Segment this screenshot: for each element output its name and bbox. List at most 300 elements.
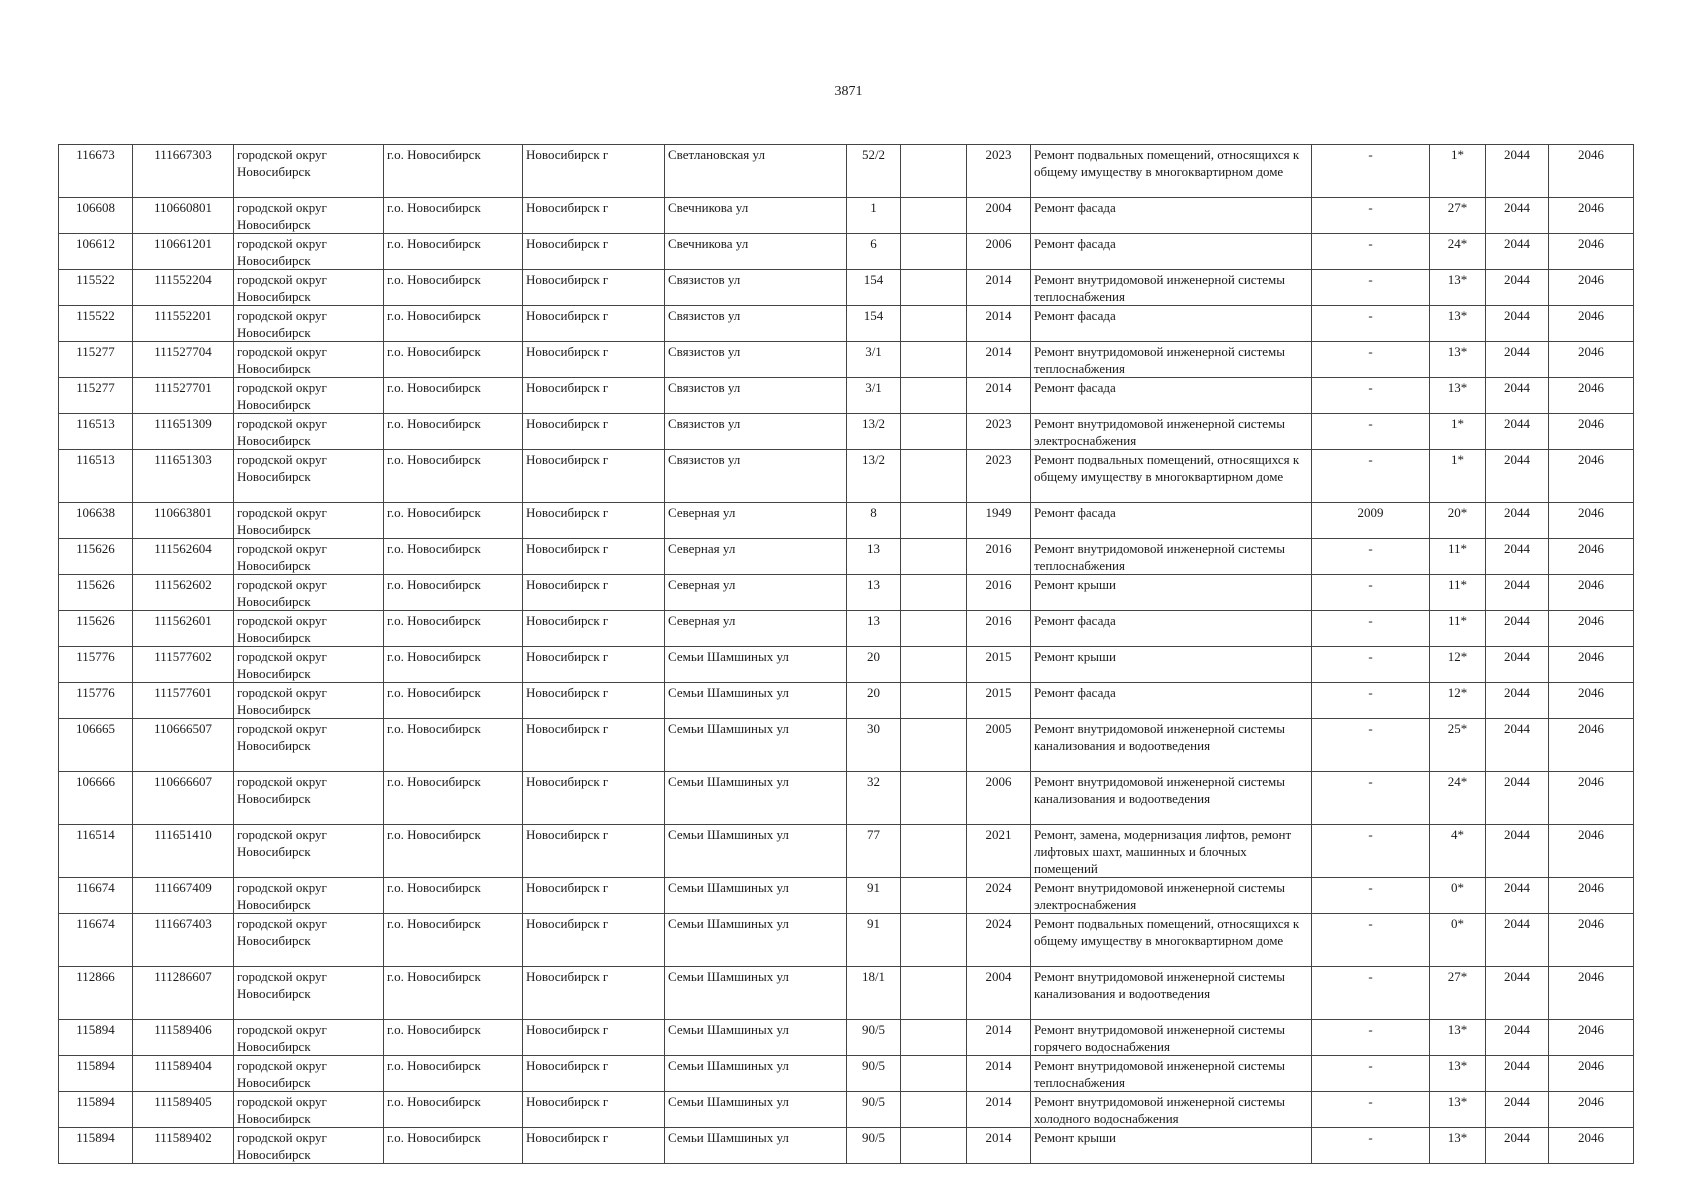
wear-cell: 12*	[1430, 647, 1486, 683]
year-built-cell: 2016	[967, 539, 1031, 575]
settlement-cell: Новосибирск г	[523, 342, 665, 378]
building-cell	[901, 575, 967, 611]
house-number-cell: 91	[847, 878, 901, 914]
building-cell	[901, 1056, 967, 1092]
work-code-cell: 110666507	[133, 719, 234, 772]
year-built-cell: 2015	[967, 683, 1031, 719]
street-cell: Свечникова ул	[665, 234, 847, 270]
district-cell: г.о. Новосибирск	[384, 342, 523, 378]
last-repair-cell: -	[1312, 825, 1430, 878]
last-repair-cell: -	[1312, 647, 1430, 683]
building-cell	[901, 234, 967, 270]
year-built-cell: 2023	[967, 145, 1031, 198]
settlement-cell: Новосибирск г	[523, 1092, 665, 1128]
period-end-cell: 2046	[1549, 503, 1634, 539]
period-start-cell: 2044	[1486, 234, 1549, 270]
house-id-cell: 115894	[59, 1056, 133, 1092]
work-type-cell: Ремонт внутридомовой инженерной системы теплоснабжения	[1031, 270, 1312, 306]
table-row	[59, 450, 1634, 503]
year-built-cell: 2014	[967, 378, 1031, 414]
district-cell: г.о. Новосибирск	[384, 539, 523, 575]
year-built-cell: 1949	[967, 503, 1031, 539]
house-id-cell: 116674	[59, 878, 133, 914]
wear-cell: 13*	[1430, 1128, 1486, 1164]
work-code-cell: 111577602	[133, 647, 234, 683]
municipality-cell: городской округ Новосибирск	[234, 145, 384, 198]
house-number-cell: 90/5	[847, 1128, 901, 1164]
building-cell	[901, 967, 967, 1020]
building-cell	[901, 914, 967, 967]
table-body	[59, 145, 1634, 1164]
building-cell	[901, 450, 967, 503]
last-repair-cell: -	[1312, 1128, 1430, 1164]
work-type-cell: Ремонт внутридомовой инженерной системы канализования и водоотведения	[1031, 719, 1312, 772]
wear-cell: 13*	[1430, 342, 1486, 378]
period-end-cell: 2046	[1549, 1092, 1634, 1128]
wear-cell: 13*	[1430, 1092, 1486, 1128]
settlement-cell: Новосибирск г	[523, 1020, 665, 1056]
year-built-cell: 2014	[967, 342, 1031, 378]
municipality-cell: городской округ Новосибирск	[234, 503, 384, 539]
wear-cell: 11*	[1430, 611, 1486, 647]
house-number-cell: 18/1	[847, 967, 901, 1020]
house-number-cell: 52/2	[847, 145, 901, 198]
work-code-cell: 111589406	[133, 1020, 234, 1056]
house-id-cell: 106638	[59, 503, 133, 539]
building-cell	[901, 414, 967, 450]
wear-cell: 27*	[1430, 198, 1486, 234]
work-type-cell: Ремонт фасада	[1031, 306, 1312, 342]
district-cell: г.о. Новосибирск	[384, 306, 523, 342]
house-number-cell: 13	[847, 575, 901, 611]
house-number-cell: 3/1	[847, 378, 901, 414]
municipality-cell: городской округ Новосибирск	[234, 575, 384, 611]
work-type-cell: Ремонт, замена, модернизация лифтов, ремонт лифтовых шахт, машинных и блочных помещений	[1031, 825, 1312, 878]
last-repair-cell: -	[1312, 539, 1430, 575]
municipality-cell: городской округ Новосибирск	[234, 683, 384, 719]
table-row	[59, 270, 1634, 306]
work-code-cell: 111562602	[133, 575, 234, 611]
table-row	[59, 1056, 1634, 1092]
house-id-cell: 115894	[59, 1092, 133, 1128]
period-end-cell: 2046	[1549, 450, 1634, 503]
year-built-cell: 2006	[967, 772, 1031, 825]
wear-cell: 11*	[1430, 539, 1486, 575]
settlement-cell: Новосибирск г	[523, 1056, 665, 1092]
wear-cell: 24*	[1430, 772, 1486, 825]
house-number-cell: 77	[847, 825, 901, 878]
district-cell: г.о. Новосибирск	[384, 772, 523, 825]
settlement-cell: Новосибирск г	[523, 575, 665, 611]
work-code-cell: 111589404	[133, 1056, 234, 1092]
district-cell: г.о. Новосибирск	[384, 270, 523, 306]
work-type-cell: Ремонт внутридомовой инженерной системы электроснабжения	[1031, 878, 1312, 914]
house-id-cell: 116513	[59, 414, 133, 450]
house-number-cell: 13/2	[847, 450, 901, 503]
building-cell	[901, 1020, 967, 1056]
period-start-cell: 2044	[1486, 270, 1549, 306]
work-code-cell: 111667409	[133, 878, 234, 914]
building-cell	[901, 719, 967, 772]
work-code-cell: 111527704	[133, 342, 234, 378]
house-number-cell: 90/5	[847, 1056, 901, 1092]
house-id-cell: 115522	[59, 306, 133, 342]
period-end-cell: 2046	[1549, 1128, 1634, 1164]
district-cell: г.о. Новосибирск	[384, 878, 523, 914]
house-number-cell: 30	[847, 719, 901, 772]
year-built-cell: 2023	[967, 450, 1031, 503]
house-id-cell: 115626	[59, 539, 133, 575]
house-number-cell: 20	[847, 683, 901, 719]
period-end-cell: 2046	[1549, 967, 1634, 1020]
house-number-cell: 13	[847, 611, 901, 647]
year-built-cell: 2014	[967, 1056, 1031, 1092]
wear-cell: 1*	[1430, 145, 1486, 198]
building-cell	[901, 270, 967, 306]
work-code-cell: 111562604	[133, 539, 234, 575]
settlement-cell: Новосибирск г	[523, 825, 665, 878]
house-id-cell: 115522	[59, 270, 133, 306]
street-cell: Семьи Шамшиных ул	[665, 683, 847, 719]
municipality-cell: городской округ Новосибирск	[234, 611, 384, 647]
street-cell: Семьи Шамшиных ул	[665, 1128, 847, 1164]
period-start-cell: 2044	[1486, 145, 1549, 198]
house-id-cell: 115894	[59, 1128, 133, 1164]
period-end-cell: 2046	[1549, 719, 1634, 772]
period-start-cell: 2044	[1486, 198, 1549, 234]
table-row	[59, 683, 1634, 719]
settlement-cell: Новосибирск г	[523, 611, 665, 647]
municipality-cell: городской округ Новосибирск	[234, 647, 384, 683]
table-row	[59, 611, 1634, 647]
street-cell: Связистов ул	[665, 378, 847, 414]
period-start-cell: 2044	[1486, 967, 1549, 1020]
house-number-cell: 13/2	[847, 414, 901, 450]
house-number-cell: 8	[847, 503, 901, 539]
municipality-cell: городской округ Новосибирск	[234, 1056, 384, 1092]
building-cell	[901, 611, 967, 647]
district-cell: г.о. Новосибирск	[384, 914, 523, 967]
building-cell	[901, 198, 967, 234]
year-built-cell: 2014	[967, 1020, 1031, 1056]
house-id-cell: 116514	[59, 825, 133, 878]
wear-cell: 25*	[1430, 719, 1486, 772]
table-row	[59, 647, 1634, 683]
work-type-cell: Ремонт внутридомовой инженерной системы канализования и водоотведения	[1031, 967, 1312, 1020]
house-id-cell: 116513	[59, 450, 133, 503]
municipality-cell: городской округ Новосибирск	[234, 270, 384, 306]
period-end-cell: 2046	[1549, 1020, 1634, 1056]
building-cell	[901, 539, 967, 575]
last-repair-cell: -	[1312, 378, 1430, 414]
period-end-cell: 2046	[1549, 914, 1634, 967]
wear-cell: 13*	[1430, 1056, 1486, 1092]
municipality-cell: городской округ Новосибирск	[234, 967, 384, 1020]
period-start-cell: 2044	[1486, 378, 1549, 414]
year-built-cell: 2024	[967, 914, 1031, 967]
settlement-cell: Новосибирск г	[523, 914, 665, 967]
table-row	[59, 378, 1634, 414]
period-start-cell: 2044	[1486, 647, 1549, 683]
settlement-cell: Новосибирск г	[523, 198, 665, 234]
table-row	[59, 967, 1634, 1020]
wear-cell: 0*	[1430, 914, 1486, 967]
period-start-cell: 2044	[1486, 539, 1549, 575]
settlement-cell: Новосибирск г	[523, 234, 665, 270]
last-repair-cell: -	[1312, 1092, 1430, 1128]
table-row	[59, 772, 1634, 825]
house-number-cell: 154	[847, 306, 901, 342]
house-id-cell: 115277	[59, 378, 133, 414]
street-cell: Семьи Шамшиных ул	[665, 914, 847, 967]
last-repair-cell: -	[1312, 145, 1430, 198]
work-code-cell: 110663801	[133, 503, 234, 539]
last-repair-cell: -	[1312, 878, 1430, 914]
period-start-cell: 2044	[1486, 1020, 1549, 1056]
table-row	[59, 1092, 1634, 1128]
period-start-cell: 2044	[1486, 914, 1549, 967]
year-built-cell: 2021	[967, 825, 1031, 878]
settlement-cell: Новосибирск г	[523, 145, 665, 198]
last-repair-cell: 2009	[1312, 503, 1430, 539]
work-type-cell: Ремонт фасада	[1031, 503, 1312, 539]
municipality-cell: городской округ Новосибирск	[234, 1020, 384, 1056]
building-cell	[901, 647, 967, 683]
year-built-cell: 2015	[967, 647, 1031, 683]
table-row	[59, 1128, 1634, 1164]
period-end-cell: 2046	[1549, 878, 1634, 914]
work-type-cell: Ремонт крыши	[1031, 1128, 1312, 1164]
municipality-cell: городской округ Новосибирск	[234, 450, 384, 503]
street-cell: Семьи Шамшиных ул	[665, 967, 847, 1020]
building-cell	[901, 878, 967, 914]
last-repair-cell: -	[1312, 719, 1430, 772]
year-built-cell: 2014	[967, 1128, 1031, 1164]
street-cell: Семьи Шамшиных ул	[665, 647, 847, 683]
last-repair-cell: -	[1312, 611, 1430, 647]
period-start-cell: 2044	[1486, 825, 1549, 878]
work-code-cell: 111651309	[133, 414, 234, 450]
house-id-cell: 112866	[59, 967, 133, 1020]
period-end-cell: 2046	[1549, 683, 1634, 719]
table-row	[59, 1020, 1634, 1056]
year-built-cell: 2005	[967, 719, 1031, 772]
table-row	[59, 878, 1634, 914]
settlement-cell: Новосибирск г	[523, 503, 665, 539]
table-row	[59, 198, 1634, 234]
period-start-cell: 2044	[1486, 719, 1549, 772]
work-code-cell: 111552201	[133, 306, 234, 342]
work-code-cell: 111667403	[133, 914, 234, 967]
work-type-cell: Ремонт внутридомовой инженерной системы теплоснабжения	[1031, 342, 1312, 378]
work-type-cell: Ремонт внутридомовой инженерной системы горячего водоснабжения	[1031, 1020, 1312, 1056]
municipality-cell: городской округ Новосибирск	[234, 914, 384, 967]
settlement-cell: Новосибирск г	[523, 378, 665, 414]
last-repair-cell: -	[1312, 234, 1430, 270]
wear-cell: 12*	[1430, 683, 1486, 719]
house-id-cell: 115894	[59, 1020, 133, 1056]
work-code-cell: 110660801	[133, 198, 234, 234]
table-row	[59, 503, 1634, 539]
last-repair-cell: -	[1312, 450, 1430, 503]
house-id-cell: 106665	[59, 719, 133, 772]
period-start-cell: 2044	[1486, 611, 1549, 647]
period-end-cell: 2046	[1549, 1056, 1634, 1092]
work-code-cell: 110666607	[133, 772, 234, 825]
house-number-cell: 1	[847, 198, 901, 234]
street-cell: Связистов ул	[665, 306, 847, 342]
municipality-cell: городской округ Новосибирск	[234, 539, 384, 575]
district-cell: г.о. Новосибирск	[384, 1020, 523, 1056]
work-type-cell: Ремонт внутридомовой инженерной системы теплоснабжения	[1031, 1056, 1312, 1092]
street-cell: Семьи Шамшиных ул	[665, 1020, 847, 1056]
period-start-cell: 2044	[1486, 683, 1549, 719]
settlement-cell: Новосибирск г	[523, 306, 665, 342]
building-cell	[901, 503, 967, 539]
house-number-cell: 91	[847, 914, 901, 967]
work-type-cell: Ремонт внутридомовой инженерной системы холодного водоснабжения	[1031, 1092, 1312, 1128]
settlement-cell: Новосибирск г	[523, 967, 665, 1020]
municipality-cell: городской округ Новосибирск	[234, 306, 384, 342]
wear-cell: 11*	[1430, 575, 1486, 611]
district-cell: г.о. Новосибирск	[384, 611, 523, 647]
last-repair-cell: -	[1312, 270, 1430, 306]
period-start-cell: 2044	[1486, 772, 1549, 825]
work-type-cell: Ремонт фасада	[1031, 234, 1312, 270]
last-repair-cell: -	[1312, 967, 1430, 1020]
district-cell: г.о. Новосибирск	[384, 503, 523, 539]
house-id-cell: 106608	[59, 198, 133, 234]
work-type-cell: Ремонт внутридомовой инженерной системы канализования и водоотведения	[1031, 772, 1312, 825]
district-cell: г.о. Новосибирск	[384, 145, 523, 198]
district-cell: г.о. Новосибирск	[384, 1092, 523, 1128]
settlement-cell: Новосибирск г	[523, 450, 665, 503]
settlement-cell: Новосибирск г	[523, 539, 665, 575]
work-type-cell: Ремонт подвальных помещений, относящихся к общему имуществу в многоквартирном доме	[1031, 914, 1312, 967]
table-row	[59, 539, 1634, 575]
building-cell	[901, 306, 967, 342]
street-cell: Семьи Шамшиных ул	[665, 1092, 847, 1128]
table-row	[59, 414, 1634, 450]
period-start-cell: 2044	[1486, 306, 1549, 342]
work-code-cell: 111562601	[133, 611, 234, 647]
work-type-cell: Ремонт фасада	[1031, 611, 1312, 647]
municipality-cell: городской округ Новосибирск	[234, 1092, 384, 1128]
period-end-cell: 2046	[1549, 611, 1634, 647]
house-number-cell: 90/5	[847, 1020, 901, 1056]
year-built-cell: 2006	[967, 234, 1031, 270]
district-cell: г.о. Новосибирск	[384, 234, 523, 270]
settlement-cell: Новосибирск г	[523, 772, 665, 825]
last-repair-cell: -	[1312, 198, 1430, 234]
settlement-cell: Новосибирск г	[523, 878, 665, 914]
district-cell: г.о. Новосибирск	[384, 967, 523, 1020]
last-repair-cell: -	[1312, 414, 1430, 450]
period-end-cell: 2046	[1549, 270, 1634, 306]
last-repair-cell: -	[1312, 1020, 1430, 1056]
year-built-cell: 2014	[967, 1092, 1031, 1128]
table-row	[59, 914, 1634, 967]
year-built-cell: 2024	[967, 878, 1031, 914]
work-type-cell: Ремонт фасада	[1031, 683, 1312, 719]
district-cell: г.о. Новосибирск	[384, 378, 523, 414]
settlement-cell: Новосибирск г	[523, 647, 665, 683]
period-start-cell: 2044	[1486, 342, 1549, 378]
street-cell: Связистов ул	[665, 270, 847, 306]
building-cell	[901, 342, 967, 378]
settlement-cell: Новосибирск г	[523, 270, 665, 306]
table-row	[59, 342, 1634, 378]
page-number: 3871	[834, 84, 863, 99]
period-start-cell: 2044	[1486, 878, 1549, 914]
building-cell	[901, 378, 967, 414]
street-cell: Связистов ул	[665, 450, 847, 503]
period-end-cell: 2046	[1549, 306, 1634, 342]
building-cell	[901, 825, 967, 878]
period-start-cell: 2044	[1486, 575, 1549, 611]
building-cell	[901, 145, 967, 198]
municipality-cell: городской округ Новосибирск	[234, 878, 384, 914]
period-end-cell: 2046	[1549, 414, 1634, 450]
work-type-cell: Ремонт подвальных помещений, относящихся к общему имуществу в многоквартирном доме	[1031, 450, 1312, 503]
last-repair-cell: -	[1312, 575, 1430, 611]
municipality-cell: городской округ Новосибирск	[234, 719, 384, 772]
house-id-cell: 115626	[59, 575, 133, 611]
building-cell	[901, 772, 967, 825]
period-start-cell: 2044	[1486, 450, 1549, 503]
district-cell: г.о. Новосибирск	[384, 450, 523, 503]
house-number-cell: 32	[847, 772, 901, 825]
period-end-cell: 2046	[1549, 825, 1634, 878]
building-cell	[901, 1092, 967, 1128]
wear-cell: 13*	[1430, 378, 1486, 414]
building-cell	[901, 1128, 967, 1164]
house-number-cell: 154	[847, 270, 901, 306]
street-cell: Северная ул	[665, 539, 847, 575]
table-row	[59, 575, 1634, 611]
period-end-cell: 2046	[1549, 234, 1634, 270]
period-end-cell: 2046	[1549, 539, 1634, 575]
last-repair-cell: -	[1312, 914, 1430, 967]
house-number-cell: 6	[847, 234, 901, 270]
period-start-cell: 2044	[1486, 503, 1549, 539]
district-cell: г.о. Новосибирск	[384, 1056, 523, 1092]
wear-cell: 24*	[1430, 234, 1486, 270]
work-type-cell: Ремонт фасада	[1031, 198, 1312, 234]
district-cell: г.о. Новосибирск	[384, 683, 523, 719]
work-type-cell: Ремонт внутридомовой инженерной системы теплоснабжения	[1031, 539, 1312, 575]
district-cell: г.о. Новосибирск	[384, 414, 523, 450]
municipality-cell: городской округ Новосибирск	[234, 198, 384, 234]
wear-cell: 13*	[1430, 1020, 1486, 1056]
year-built-cell: 2016	[967, 575, 1031, 611]
district-cell: г.о. Новосибирск	[384, 198, 523, 234]
last-repair-cell: -	[1312, 683, 1430, 719]
wear-cell: 0*	[1430, 878, 1486, 914]
period-end-cell: 2046	[1549, 378, 1634, 414]
street-cell: Связистов ул	[665, 342, 847, 378]
work-type-cell: Ремонт подвальных помещений, относящихся к общему имуществу в многоквартирном доме	[1031, 145, 1312, 198]
wear-cell: 1*	[1430, 450, 1486, 503]
house-number-cell: 3/1	[847, 342, 901, 378]
period-end-cell: 2046	[1549, 575, 1634, 611]
building-cell	[901, 683, 967, 719]
municipality-cell: городской округ Новосибирск	[234, 378, 384, 414]
house-id-cell: 115626	[59, 611, 133, 647]
street-cell: Семьи Шамшиных ул	[665, 1056, 847, 1092]
work-code-cell: 111552204	[133, 270, 234, 306]
last-repair-cell: -	[1312, 306, 1430, 342]
